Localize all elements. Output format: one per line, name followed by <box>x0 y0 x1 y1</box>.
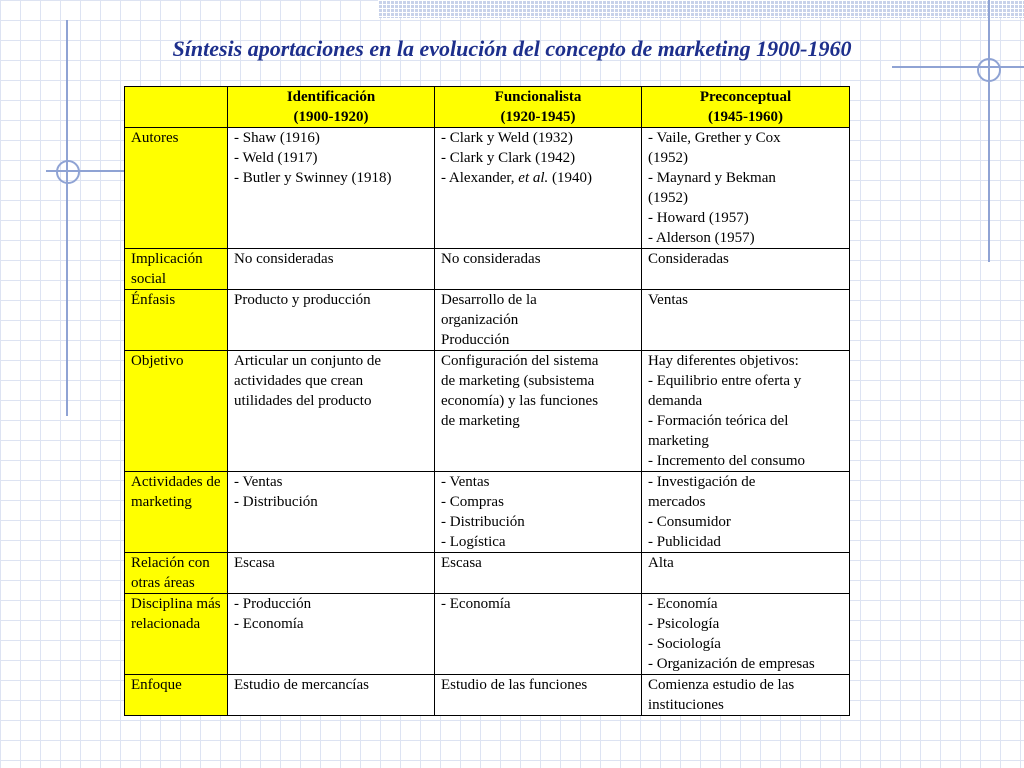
cell-funcionalista: Escasa <box>435 553 642 594</box>
cell-preconceptual: Consideradas <box>642 249 850 290</box>
row-label: Énfasis <box>125 290 228 351</box>
column-header-period: (1920-1945) <box>500 109 576 125</box>
column-header-period: (1900-1920) <box>293 109 369 125</box>
corner-cell <box>125 87 228 128</box>
row-label: Actividades de marketing <box>125 472 228 553</box>
cell-identificacion: Estudio de mercancías <box>228 675 435 716</box>
decorative-circle <box>56 160 80 184</box>
cell-identificacion: No consideradas <box>228 249 435 290</box>
table-row-actividades <box>125 472 850 553</box>
cell-identificacion: Producto y producción <box>228 290 435 351</box>
row-label: Autores <box>125 128 228 249</box>
cell-funcionalista: Estudio de las funciones <box>435 675 642 716</box>
column-header-period: (1945-1960) <box>708 109 783 125</box>
row-label: Disciplina más relacionada <box>125 594 228 675</box>
table-row-autores <box>125 128 850 249</box>
column-header-name: Funcionalista <box>494 89 582 105</box>
cell-identificacion: - Ventas - Distribución <box>228 472 435 553</box>
cell-funcionalista: - Economía <box>435 594 642 675</box>
synthesis-table <box>124 86 850 716</box>
table-row-implicacion-social <box>125 249 850 290</box>
row-label: Objetivo <box>125 351 228 472</box>
cell-preconceptual: Comienza estudio de las instituciones <box>642 675 850 716</box>
table-row-disciplina <box>125 594 850 675</box>
cell-preconceptual: Hay diferentes objetivos: - Equilibrio entre oferta y demanda - Formación teórica del marketing - Incremento del consumo <box>642 351 850 472</box>
cell-preconceptual: - Vaile, Grether y Cox (1952) - Maynard y Bekman (1952) - Howard (1957) - Alderson (1957) <box>642 128 850 249</box>
row-label: Enfoque <box>125 675 228 716</box>
row-label: Implicación social <box>125 249 228 290</box>
column-header-name: Identificación <box>286 89 376 105</box>
table-row-objetivo <box>125 351 850 472</box>
row-label: Relación con otras áreas <box>125 553 228 594</box>
table-row-enfasis <box>125 290 850 351</box>
cell-preconceptual: - Economía - Psicología - Sociología - Organización de empresas <box>642 594 850 675</box>
cell-identificacion: Escasa <box>228 553 435 594</box>
cell-funcionalista: - Clark y Weld (1932) - Clark y Clark (1942) - Alexander, et al. (1940) <box>435 128 642 249</box>
column-header-identificacion <box>228 87 435 128</box>
cell-funcionalista: Desarrollo de la organización Producción <box>435 290 642 351</box>
decorative-top-band <box>378 0 1024 18</box>
column-header-funcionalista <box>435 87 642 128</box>
cell-preconceptual: Ventas <box>642 290 850 351</box>
table-row-relacion <box>125 553 850 594</box>
cell-funcionalista: Configuración del sistema de marketing (subsistema economía) y las funciones de marketing <box>435 351 642 472</box>
cell-identificacion: - Shaw (1916) - Weld (1917) - Butler y Swinney (1918) <box>228 128 435 249</box>
table-row-enfoque <box>125 675 850 716</box>
decorative-horizontal-line <box>892 66 1024 68</box>
cell-funcionalista: No consideradas <box>435 249 642 290</box>
alexander-entry: - Alexander, et al. (1940) <box>441 170 593 186</box>
cell-identificacion: - Producción - Economía <box>228 594 435 675</box>
header-row <box>125 87 850 128</box>
decorative-vertical-line <box>66 20 68 416</box>
cell-preconceptual: Alta <box>642 553 850 594</box>
cell-preconceptual: - Investigación de mercados - Consumidor - Publicidad <box>642 472 850 553</box>
slide-title: Síntesis aportaciones en la evolución del concepto de marketing 1900-1960 <box>172 36 852 61</box>
column-header-preconceptual <box>642 87 850 128</box>
cell-funcionalista: - Ventas - Compras - Distribución - Logística <box>435 472 642 553</box>
column-header-name: Preconceptual <box>699 89 792 105</box>
cell-identificacion: Articular un conjunto de actividades que crean utilidades del producto <box>228 351 435 472</box>
